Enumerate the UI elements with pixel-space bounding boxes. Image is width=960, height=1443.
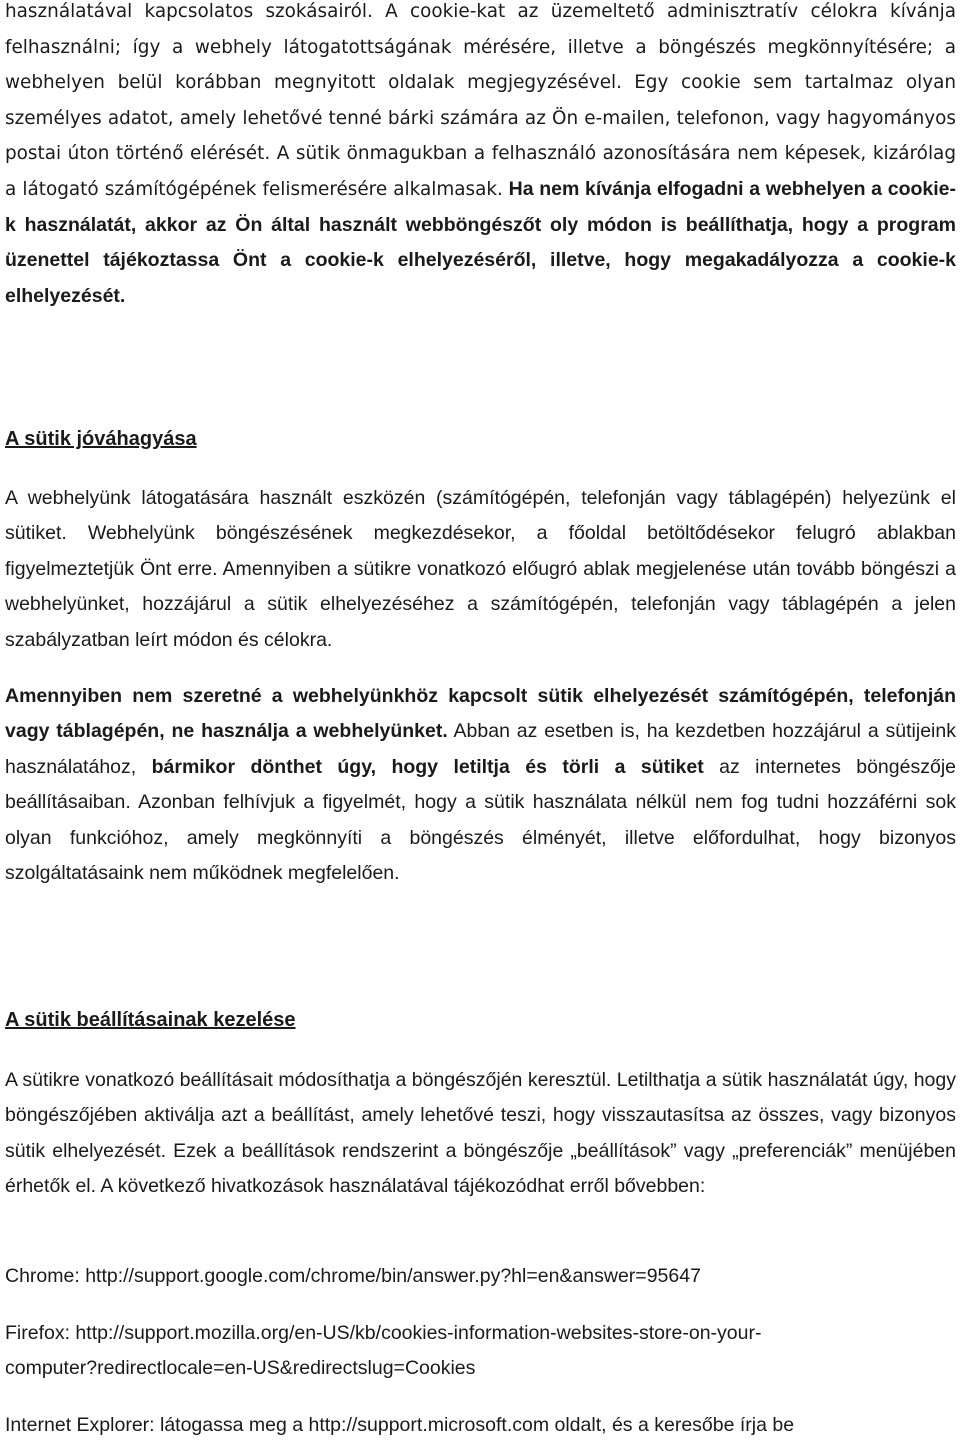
ie-link-line[interactable]: Internet Explorer: látogassa meg a http://support.microsoft.com oldalt, és a keresőbe írja be — [5, 1414, 795, 1436]
heading-beallitasok-kezelese: A sütik beállításainak kezelése — [5, 1009, 296, 1031]
paragraph-opt-out — [5, 679, 956, 891]
heading-suti-jovahagyasa: A sütik jóváhagyása — [5, 428, 197, 450]
paragraph-segment: használatával kapcsolatos szokásairól. A cookie-kat az üzemeltető adminisztratív célokra kívánja felhasználni; így a webhely látogatottságának mérésére, illetve a böngészés megkönnyítésére; a webhelyen belül korábban megnyitott oldalak megjegyzésével. — [5, 1, 956, 94]
paragraph-segment: Abban az esetben is, ha kezdetben hozzájárul a sütijeink használatához, — [5, 720, 956, 778]
paragraph-settings: A sütikre vonatkozó beállításait módosíthatja a böngészőjén keresztül. Letilthatja a sütik használatát úgy, hogy böngészőjében aktiválja azt a beállítást, amely lehetővé teszi, hogy visszautasítsa az összes, vagy bizonyos sütik elhelyezését. Ezek a beállítások rendszerint a böngészője „beállítások” vagy „preferenciák” menüjében érhetők el. A következő hivatkozások használatával tájékozódhat erről bővebben: — [5, 1069, 956, 1198]
paragraph-segment: Egy cookie sem tartalmaz olyan személyes adatot, amely lehetővé tenné bárki számára az Ön e-mailen, telefonon, vagy hagyományos postai úton történő elérését. A sütik önmagukban a felhasználó azonosítására nem képesek, kizárólag a látogató számítógépének felismerésére alkalmasak. — [5, 72, 957, 200]
firefox-link-line-2[interactable]: computer?redirectlocale=en-US&redirectslug=Cookies — [5, 1357, 476, 1379]
paragraph-segment: az internetes böngészője beállításaiban. Azonban felhívjuk a figyelmét, hogy a sütik használata nélkül nem fog tudni hozzáférni sok olyan funkcióhoz, amely megkönnyíti a böngészés élményét, illetve előfordulhat, hogy bizonyos szolgáltatásaink nem működnek megfelelően. — [5, 755, 956, 885]
bold-segment: bármikor dönthet úgy, hogy letiltja és törli a sütiket — [151, 755, 704, 778]
cookie-paragraph-1 — [5, 0, 956, 314]
chrome-link-line[interactable]: Chrome: http://support.google.com/chrome/bin/answer.py?hl=en&answer=95647 — [5, 1265, 701, 1287]
bold-segment: Amennyiben nem szeretné a webhelyünkhöz kapcsolt sütik elhelyezését számítógépén, telefonján vagy táblagépén, ne használja a webhelyünket. — [5, 685, 956, 743]
firefox-link-line-1[interactable]: Firefox: http://support.mozilla.org/en-US/kb/cookies-information-websites-store-on-your- — [5, 1322, 762, 1344]
paragraph-consent: A webhelyünk látogatására használt eszközén (számítógépén, telefonján vagy táblagépén) helyezünk el sütiket. Webhelyünk böngészésének megkezdésekor, a főoldal betöltődésekor felugró ablakban figyelmeztetjük Önt erre. Amennyiben a sütikre vonatkozó előugró ablak megjelenése után tovább böngészi a webhelyünket, hozzájárul a sütik elhelyezéséhez a számítógépén, telefonján vagy táblagépén a jelen szabályzatban leírt módon és célokra. — [5, 487, 956, 651]
bold-segment: Ha nem kívánja elfogadni a webhelyen a cookie-k használatát, akkor az Ön által használt webböngészőt oly módon is beállíthatja, hogy a program üzenettel tájékoztassa Önt a cookie-k elhelyezéséről, illetve, hogy megakadályozza a cookie-k elhelyezését. — [5, 177, 956, 307]
